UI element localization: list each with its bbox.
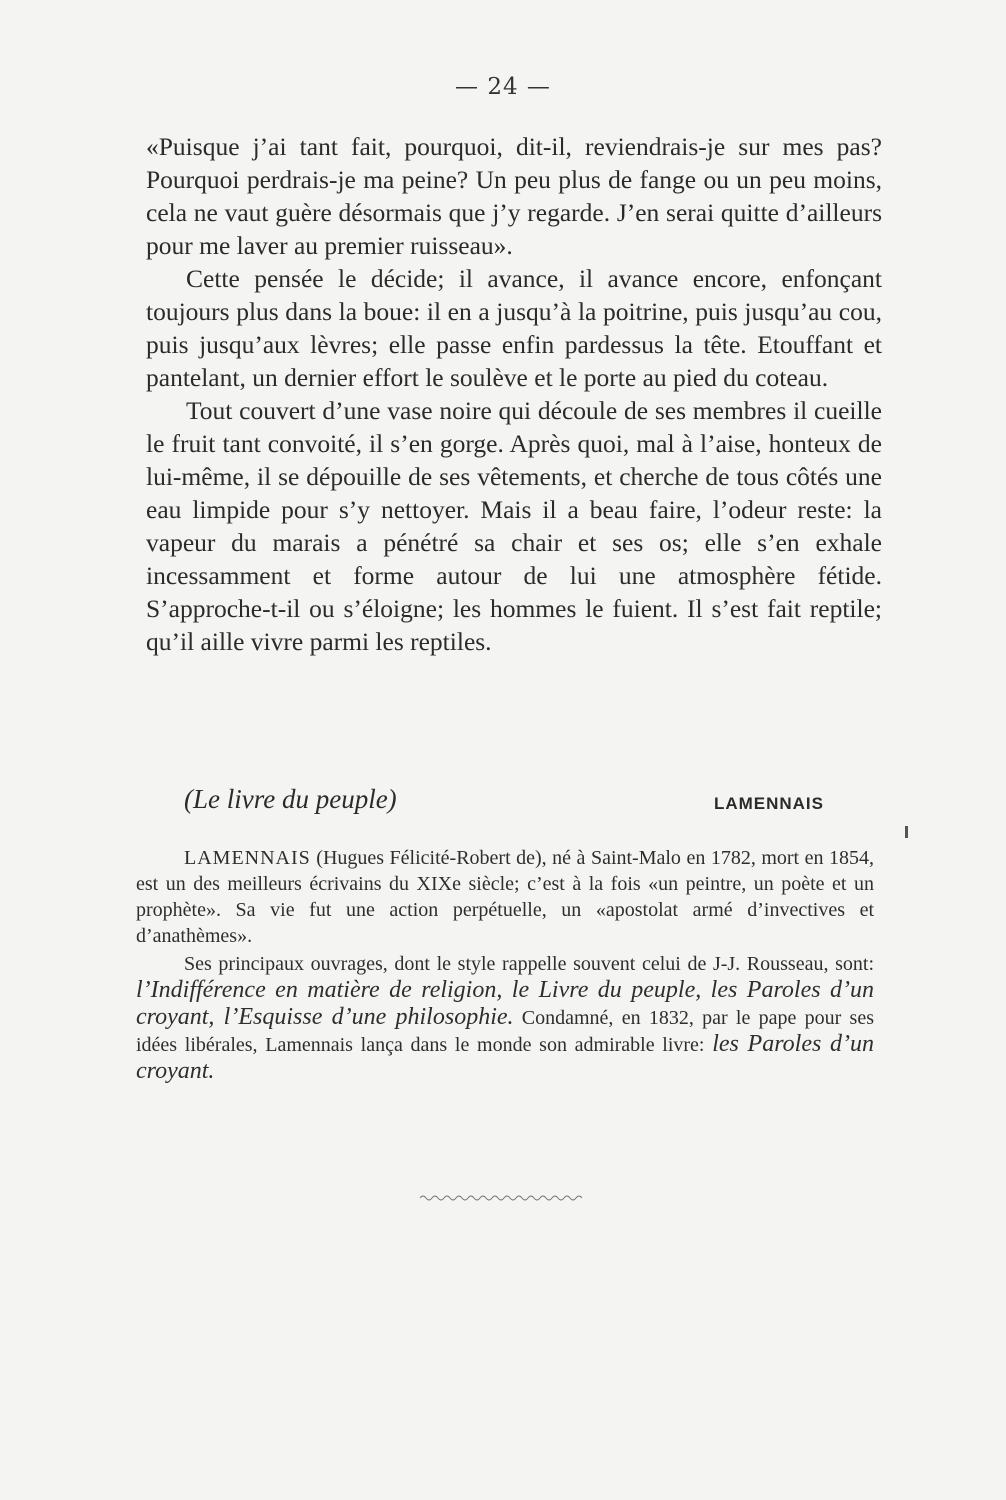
paragraph-3: Tout couvert d’une vase noire qui découle de ses membres il cueille le fruit tant convoité, il s’en gorge. Après quoi, mal à l’aise, honteux de lui-même, il se dépouille de ses vêtements, et cherche de tous côtés une eau limpide pour s’y nettoyer. Mais il a beau faire, l’odeur reste: la vapeur du marais a pénétré sa chair et ses os; elle s’en exhale incessamment et forme autour de lui une atmosphère fétide. S’approche-t-il ou s’éloigne; les hommes le fuient. Il s’est fait reptile; qu’il aille vivre parmi les reptiles. bbox=[146, 396, 882, 656]
paragraph-1: «Puisque j’ai tant fait, pourquoi, dit-il, reviendrais-je sur mes pas? Pourquoi perdrais-je ma peine? Un peu plus de fange ou un peu moins, cela ne vaut guère désormais que j’y regarde. J’en serai quitte d’ailleurs pour me laver au premier ruisseau». bbox=[146, 132, 882, 260]
bio-paragraph-2 bbox=[136, 951, 874, 1085]
bio-author-name: LAMENNAIS bbox=[184, 847, 311, 869]
source-title: (Le livre du peuple) bbox=[184, 784, 397, 814]
paragraph-2: Cette pensée le décide; il avance, il avance encore, enfonçant toujours plus dans la boue: il en a jusqu’à la poitrine, puis jusqu’au cou, puis jusqu’aux lèvres; elle passe enfin pardessus la tête. Etouffant et pantelant, un dernier effort le soulève et le porte au pied du coteau. bbox=[146, 264, 882, 392]
bio-works-list: l’Indifférence en matière de religion, le Livre du peuple, les Paroles d’un croyant, l’Esquisse d’une philosophie. bbox=[136, 977, 874, 1030]
bio-paragraph-1 bbox=[136, 845, 874, 949]
source-attribution bbox=[184, 784, 824, 824]
main-text bbox=[146, 130, 882, 658]
margin-mark bbox=[905, 826, 908, 838]
bio-text-2a: Ses principaux ouvrages, dont le style rappelle souvent celui de J-J. Rousseau, sont: bbox=[184, 953, 874, 975]
source-author: LAMENNAIS bbox=[713, 794, 824, 813]
author-biography bbox=[136, 845, 874, 1085]
page-number: — 24 — bbox=[455, 74, 551, 100]
bio-final-work: les Paroles d’un croyant. bbox=[136, 1031, 875, 1084]
wave-ornament bbox=[418, 1188, 588, 1208]
bio-text-1: (Hugues Félicité-Robert de), né à Saint-Malo en 1782, mort en 1854, est un des meilleurs écrivains du XIXe siècle; c’est à la fois «un peintre, un poète et un prophète». Sa vie fut une action perpétuelle, un «apostolat armé d’invectives et d’anathèmes». bbox=[136, 847, 874, 947]
bio-text-2b: Condamné, en 1832, par le pape pour ses idées libérales, Lamennais lança dans le monde son admirable livre: bbox=[136, 1007, 874, 1056]
